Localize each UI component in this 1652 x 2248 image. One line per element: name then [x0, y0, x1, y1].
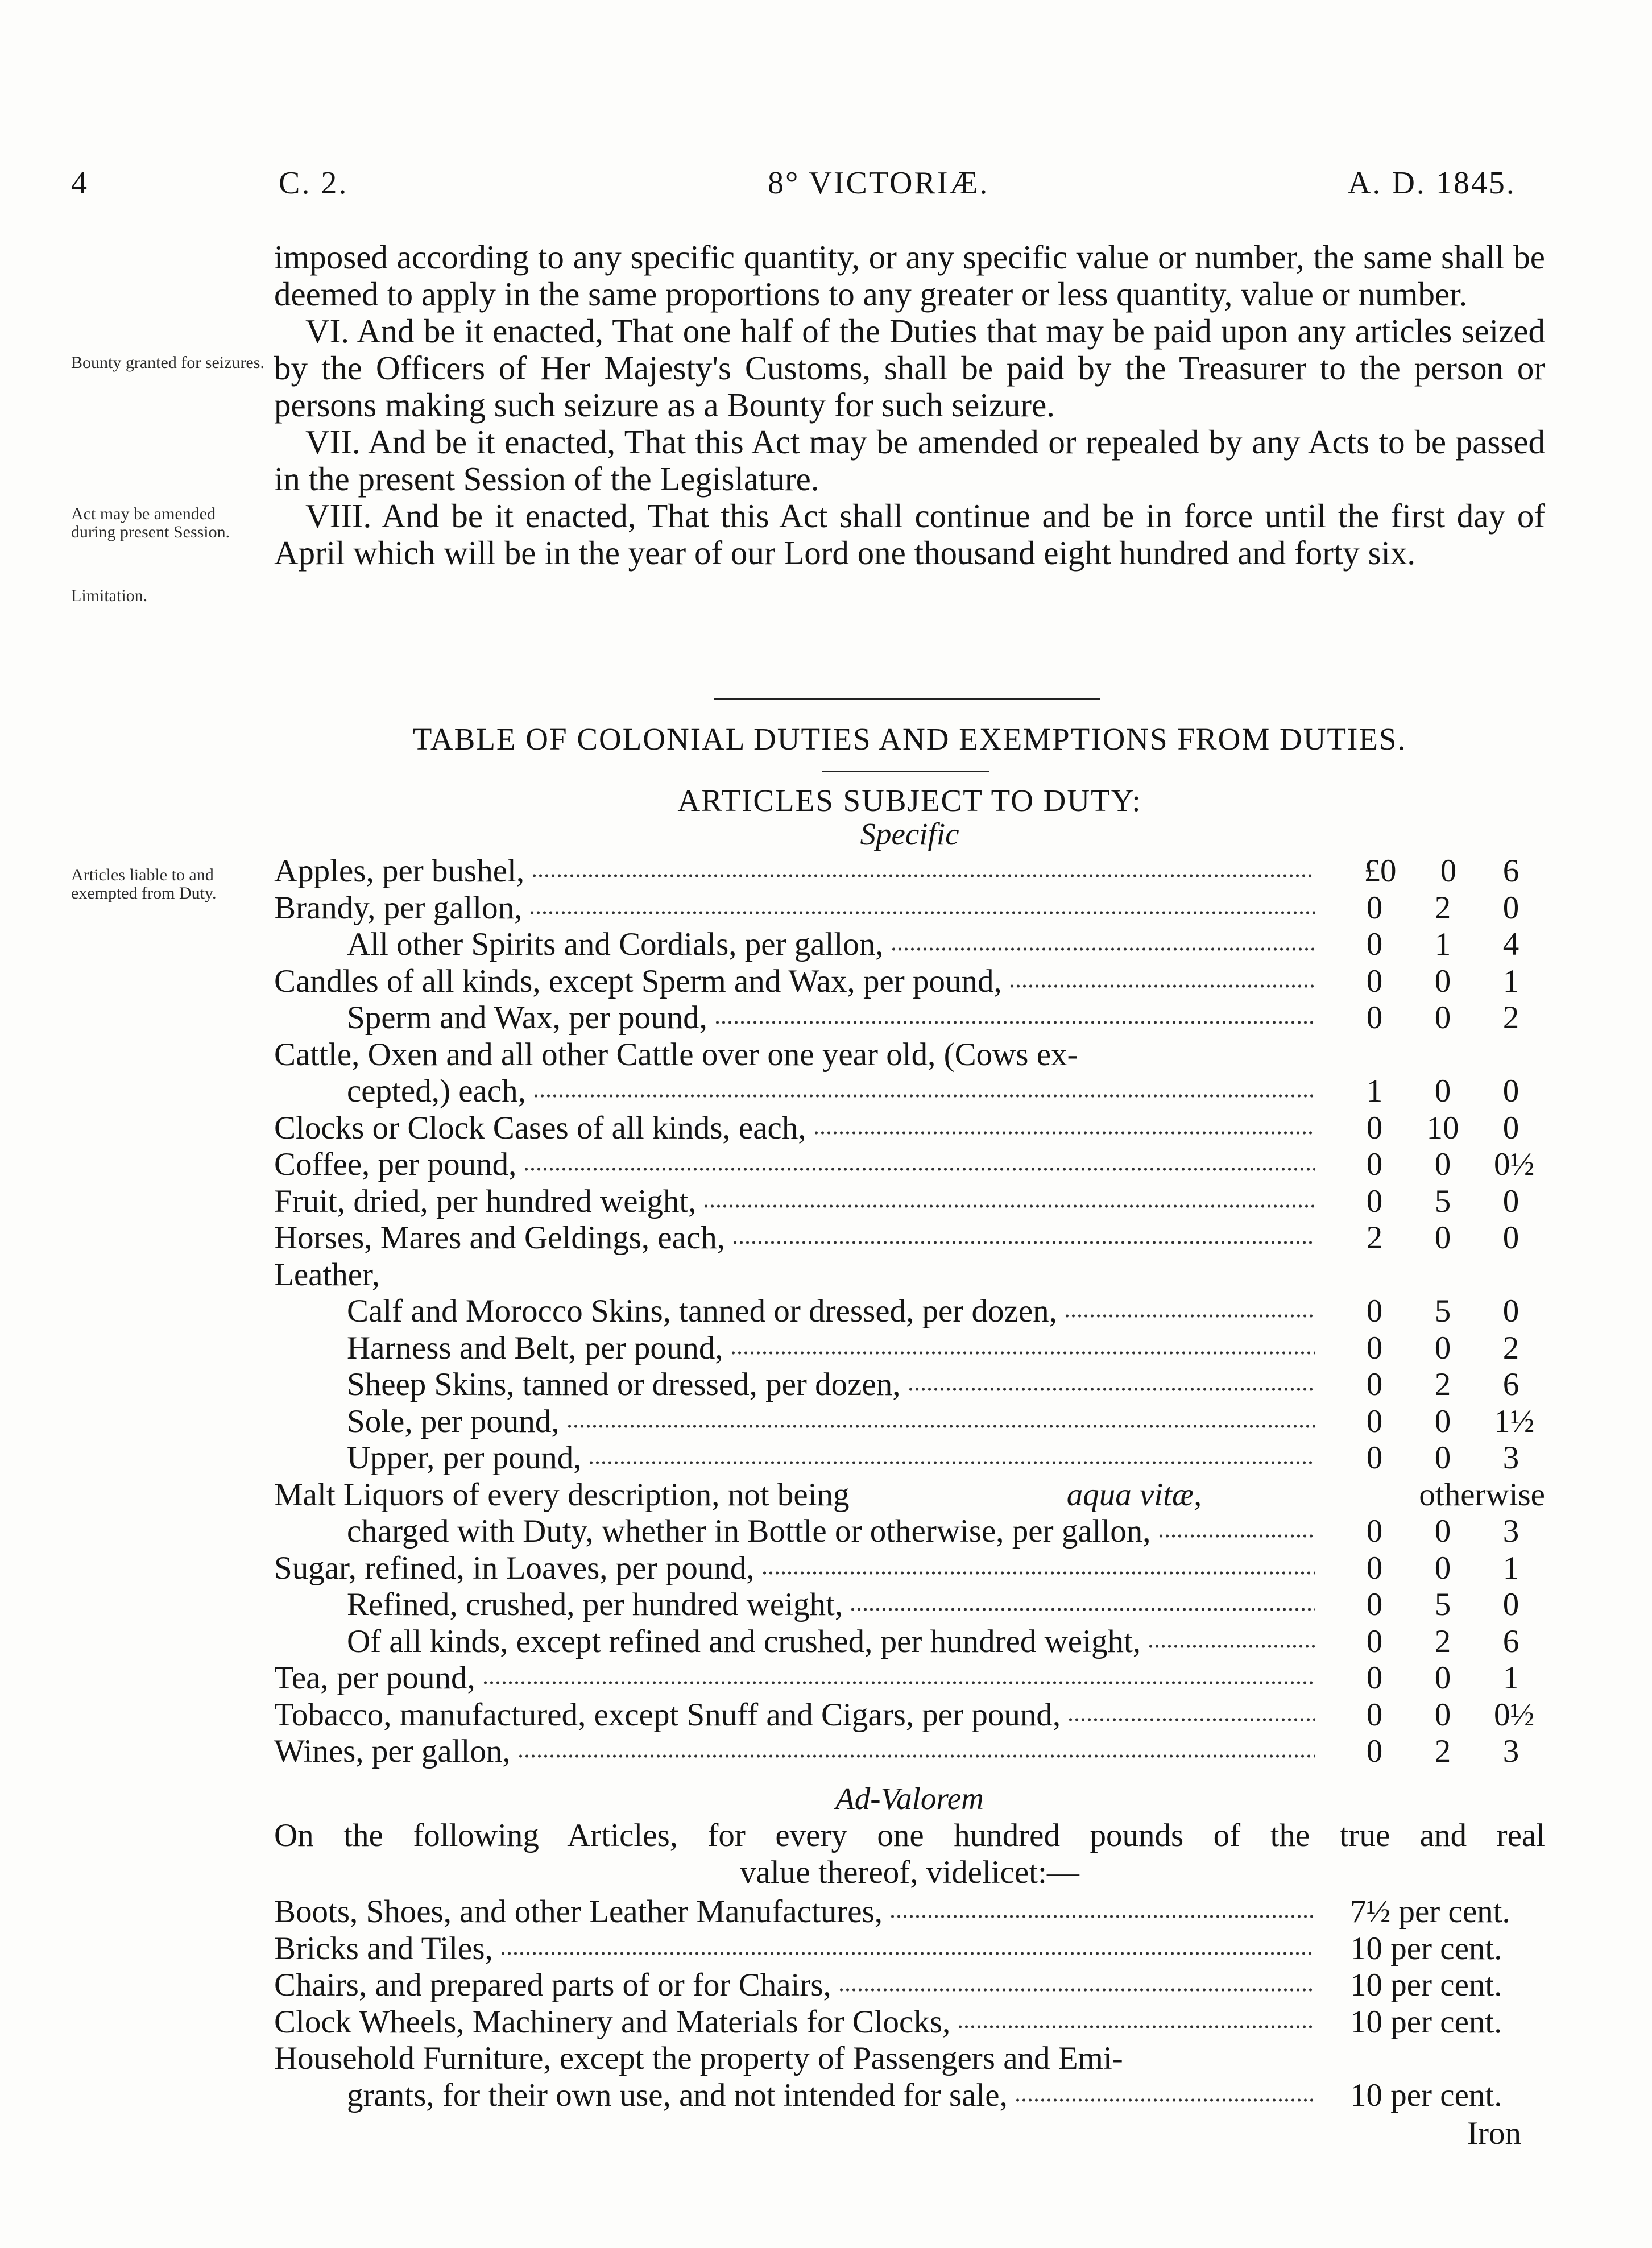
amount-pence: 4 [1502, 926, 1519, 962]
row-label [274, 1220, 725, 1257]
row-label [274, 1550, 755, 1587]
amount-pence: 1 [1502, 1550, 1519, 1586]
row-label-text: charged with Duty, whether in Bottle or otherwise, per gallon, [347, 1513, 1151, 1549]
title-divider [822, 771, 989, 772]
amount-shillings: 5 [1434, 1183, 1451, 1219]
ad-valorem-row [274, 2040, 1545, 2077]
duty-amount [1357, 1293, 1528, 1330]
amount-shillings: 0 [1440, 853, 1457, 889]
duty-amount [1357, 1403, 1535, 1440]
row-label [347, 1513, 1151, 1550]
leader-dots [1148, 1643, 1315, 1650]
row-label [347, 1293, 1057, 1330]
calendar-year: A. D. 1845. [1348, 165, 1516, 201]
amount-pounds: 1 [1366, 1073, 1383, 1109]
duty-row [274, 926, 1545, 963]
amount-shillings: 0 [1434, 1146, 1451, 1182]
row-label-text: Tobacco, manufactured, except Snuff and Cigars, per pound, [274, 1696, 1061, 1733]
duty-row [274, 1550, 1545, 1587]
amount-pence: 0½ [1494, 1696, 1535, 1733]
duty-amount [1357, 1330, 1528, 1367]
row-label [274, 1967, 831, 2004]
ad-valorem-row [274, 2077, 1545, 2114]
leader-dots [482, 1679, 1315, 1686]
duty-row [274, 1110, 1545, 1147]
amount-pence: 6 [1502, 853, 1519, 889]
row-label-text: All other Spirits and Cordials, per gallon, [347, 926, 884, 962]
amount-pounds: 0 [1366, 1550, 1383, 1586]
row-label-text: Refined, crushed, per hundred weight, [347, 1587, 843, 1622]
row-label [274, 890, 522, 927]
amount-pounds: 0 [1366, 1660, 1383, 1696]
row-label-text: Malt Liquors of every description, not being [274, 1476, 850, 1513]
duty-amount [1357, 1440, 1528, 1477]
row-label [274, 1660, 475, 1697]
amount-pence: 3 [1502, 1733, 1519, 1769]
row-label-text: Upper, per pound, [347, 1440, 582, 1476]
leader-dots [566, 1423, 1315, 1430]
margin-note-limitation: Limitation. [71, 586, 148, 605]
ad-valorem-row [274, 1967, 1545, 2004]
row-label-text: Household Furniture, except the property of Passengers and Emi- [274, 2040, 1123, 2076]
margin-note-articles: Articles liable to and exempted from Duty. [71, 866, 217, 902]
section-7: VII. And be it enacted, That this Act may be amended or repealed by any Acts to be passed in the present Session of the Legislature. [274, 423, 1545, 498]
leader-dots [703, 1203, 1315, 1210]
row-label [274, 1146, 516, 1183]
amount-pence: 1 [1502, 1660, 1519, 1696]
row-label-text: Clocks or Clock Cases of all kinds, each, [274, 1109, 806, 1146]
leader-dots [908, 1386, 1315, 1393]
row-label-text: Apples, per bushel, [274, 853, 525, 889]
amount-pounds: 0 [1366, 1587, 1383, 1622]
chapter-number: C. 2. [279, 165, 349, 201]
amount-pence: 3 [1502, 1440, 1519, 1476]
amount-pence: 0½ [1494, 1146, 1535, 1182]
page-number: 4 [71, 165, 89, 201]
amount-pence: 0 [1502, 1183, 1519, 1219]
amount-pounds: 0 [1366, 1623, 1383, 1659]
row-label-text: Clock Wheels, Machinery and Materials for Clocks, [274, 2003, 951, 2040]
rate-per-cent: 10 per cent. [1350, 1930, 1502, 1967]
rate-per-cent: 10 per cent. [1350, 2003, 1502, 2040]
row-label-text: Harness and Belt, per pound, [347, 1330, 723, 1366]
margin-note-amend: Act may be amended during present Session. [71, 504, 230, 541]
ad-valorem-heading: Ad-Valorem [835, 1781, 984, 1816]
row-label [274, 1183, 696, 1220]
duty-row [274, 1330, 1545, 1367]
duty-amount [1357, 1660, 1528, 1697]
duty-amount [1357, 1073, 1528, 1110]
row-label [347, 1330, 723, 1367]
amount-pence: 0 [1502, 1220, 1519, 1256]
leader-dots [1015, 2097, 1315, 2104]
amount-pence: 2 [1502, 1330, 1519, 1366]
rate-per-cent: 10 per cent. [1350, 2077, 1502, 2113]
row-label [274, 1110, 806, 1147]
leader-dots [588, 1459, 1315, 1466]
duty-row [274, 1220, 1545, 1257]
duty-amount [1357, 1220, 1528, 1257]
duty-amount [1357, 1367, 1528, 1404]
duty-row [274, 1587, 1545, 1624]
duty-amount [1357, 1110, 1528, 1147]
amount-pounds: £0 [1364, 853, 1397, 889]
row-label-text: Cattle, Oxen and all other Cattle over one year old, (Cows ex- [274, 1036, 1078, 1073]
row-label [347, 926, 884, 963]
regnal-year: 8° VICTORIÆ. [768, 165, 989, 201]
catchword: Iron [1467, 2115, 1521, 2151]
duty-row [274, 1257, 1545, 1294]
duty-amount [1357, 1513, 1528, 1550]
amount-shillings: 2 [1434, 1367, 1451, 1402]
row-label-text: Fruit, dried, per hundred weight, [274, 1183, 697, 1219]
amount-pounds: 0 [1366, 1440, 1383, 1476]
row-label-text: Bricks and Tiles, [274, 1930, 493, 1967]
amount-pounds: 0 [1366, 1330, 1383, 1366]
row-label [274, 1477, 1545, 1514]
duty-row [274, 1624, 1545, 1661]
amount-pounds: 0 [1366, 1513, 1383, 1549]
amount-shillings: 1 [1434, 926, 1451, 962]
row-label-italic: aqua vitæ, [1066, 1476, 1202, 1513]
duty-row [274, 1293, 1545, 1330]
duty-row [274, 1404, 1545, 1440]
amount-pounds: 2 [1366, 1220, 1383, 1256]
section-continuation: imposed according to any specific quantity, or any specific value or number, the same shall be deemed to apply in the same proportions to any greater or less quantity, value or number. [274, 238, 1545, 313]
duty-row [274, 1183, 1545, 1220]
leader-dots [531, 872, 1315, 879]
row-label [274, 1894, 883, 1931]
row-label [347, 1587, 843, 1624]
amount-pence: 0 [1502, 889, 1519, 926]
duty-row [274, 853, 1545, 890]
amount-pence: 2 [1502, 1000, 1519, 1036]
amount-pounds: 0 [1366, 1733, 1383, 1769]
row-label-text: Of all kinds, except refined and crushed, per hundred weight, [347, 1623, 1141, 1659]
margin-note-bounty: Bounty granted for seizures. [71, 353, 264, 372]
amount-pounds: 0 [1366, 1183, 1383, 1219]
amount-shillings: 0 [1434, 1000, 1451, 1036]
leader-dots [1158, 1533, 1315, 1539]
duty-amount [1357, 926, 1528, 963]
duty-row [274, 1037, 1545, 1074]
row-label-end: otherwise [1419, 1476, 1545, 1513]
row-label [347, 1000, 707, 1037]
ad-valorem-row [274, 1931, 1545, 1968]
duty-row [274, 1073, 1545, 1110]
leader-dots [533, 1092, 1315, 1099]
leader-dots [500, 1950, 1315, 1957]
row-label [274, 963, 1002, 1000]
duty-row [274, 1513, 1545, 1550]
row-label [347, 1367, 901, 1404]
amount-pounds: 0 [1366, 1000, 1383, 1036]
duty-amount [1357, 1733, 1528, 1770]
ad-valorem-table [274, 1894, 1545, 2114]
amount-pounds: 0 [1366, 1367, 1383, 1402]
leader-dots [761, 1570, 1315, 1576]
amount-pence: 3 [1502, 1513, 1519, 1549]
specific-heading: Specific [860, 817, 959, 851]
duty-amount [1357, 1146, 1535, 1183]
row-label-text: Sperm and Wax, per pound, [347, 1000, 707, 1036]
row-label [274, 1257, 380, 1294]
leader-dots [523, 1166, 1315, 1173]
amount-pence: 0 [1502, 1587, 1519, 1622]
ad-valorem-intro-line-2: value thereof, videlicet:— [740, 1854, 1079, 1890]
ad-valorem-row [274, 1894, 1545, 1931]
act-text [274, 239, 1545, 572]
duty-row [274, 1367, 1545, 1404]
specific-duties-table [274, 853, 1545, 1770]
amount-shillings: 0 [1434, 1403, 1451, 1439]
rate-per-cent: 7½ per cent. [1350, 1894, 1510, 1930]
duty-row [274, 1477, 1545, 1514]
amount-shillings: 0 [1434, 1660, 1451, 1696]
amount-shillings: 2 [1434, 1623, 1451, 1659]
row-label-text: Brandy, per gallon, [274, 889, 523, 926]
amount-pounds: 0 [1366, 926, 1383, 962]
row-label-text: Horses, Mares and Geldings, each, [274, 1220, 726, 1256]
duty-row [274, 1733, 1545, 1770]
amount-pounds: 0 [1366, 1109, 1383, 1146]
rate-per-cent: 10 per cent. [1350, 1967, 1502, 2003]
leader-dots [1064, 1313, 1315, 1319]
amount-pence: 6 [1502, 1367, 1519, 1402]
duty-amount [1357, 1587, 1528, 1624]
duty-amount [1357, 1696, 1535, 1734]
row-label-text: Chairs, and prepared parts of or for Chairs, [274, 1967, 831, 2003]
duty-amount [1357, 1183, 1528, 1220]
row-label [274, 2004, 950, 2041]
section-8: VIII. And be it enacted, That this Act shall continue and be in force until the first day of April which will be in the year of our Lord one thousand eight hundred and forty six. [274, 497, 1545, 572]
ad-valorem-row [274, 2004, 1545, 2041]
row-label [274, 1931, 493, 1968]
leader-dots [517, 1753, 1315, 1760]
amount-shillings: 0 [1434, 1440, 1451, 1476]
row-label [347, 1440, 581, 1477]
leader-dots [714, 1019, 1315, 1026]
amount-shillings: 0 [1434, 1330, 1451, 1366]
leader-dots [813, 1129, 1315, 1136]
row-label-text: Sole, per pound, [347, 1403, 560, 1439]
row-label-text: Coffee, per pound, [274, 1146, 517, 1182]
row-label-text: Candles of all kinds, except Sperm and Wax, per pound, [274, 963, 1002, 999]
duty-row [274, 1146, 1545, 1183]
leader-dots [529, 909, 1315, 916]
amount-pounds: 0 [1366, 889, 1383, 926]
row-label-text: cepted,) each, [347, 1073, 526, 1109]
duty-row [274, 1000, 1545, 1037]
duty-row [274, 1440, 1545, 1477]
amount-pounds: 0 [1366, 1293, 1383, 1329]
table-title: TABLE OF COLONIAL DUTIES AND EXEMPTIONS FROM DUTIES. [412, 722, 1407, 756]
amount-shillings: 5 [1434, 1587, 1451, 1622]
amount-pence: 6 [1502, 1623, 1519, 1659]
amount-shillings: 0 [1434, 1073, 1451, 1109]
duty-amount [1357, 1000, 1528, 1037]
amount-shillings: 0 [1434, 1550, 1451, 1586]
row-label [274, 2040, 1123, 2077]
amount-pence: 0 [1502, 1073, 1519, 1109]
amount-pounds: 0 [1366, 963, 1383, 999]
duty-row [274, 1697, 1545, 1734]
leader-dots [850, 1606, 1315, 1613]
row-label [347, 1404, 560, 1440]
leader-dots [957, 2023, 1315, 2030]
row-label [347, 2077, 1008, 2114]
amount-shillings: 5 [1434, 1293, 1451, 1329]
row-label [274, 853, 524, 890]
amount-pence: 1½ [1494, 1403, 1535, 1439]
duty-amount [1357, 963, 1528, 1000]
leader-dots [730, 1349, 1315, 1356]
leader-dots [732, 1239, 1315, 1246]
row-label [274, 1037, 1078, 1074]
row-label [347, 1073, 526, 1110]
duty-row [274, 890, 1545, 927]
amount-shillings: 2 [1434, 889, 1451, 926]
subject-heading: ARTICLES SUBJECT TO DUTY: [677, 783, 1142, 818]
row-label-text: Sugar, refined, in Loaves, per pound, [274, 1550, 755, 1586]
leader-dots [1009, 983, 1315, 990]
duty-amount [1357, 890, 1528, 927]
amount-shillings: 0 [1434, 1696, 1451, 1733]
row-label-text: Boots, Shoes, and other Leather Manufactures, [274, 1894, 883, 1930]
leader-dots [1067, 1716, 1315, 1723]
row-label [347, 1624, 1141, 1661]
duty-row [274, 1660, 1545, 1697]
row-label-text: Wines, per gallon, [274, 1733, 511, 1769]
amount-shillings: 10 [1426, 1109, 1459, 1146]
row-label [274, 1733, 511, 1770]
duty-amount [1357, 1550, 1528, 1587]
section-divider [714, 698, 1100, 700]
row-label-text: grants, for their own use, and not intended for sale, [347, 2077, 1008, 2113]
amount-shillings: 0 [1434, 963, 1451, 999]
leader-dots [838, 1986, 1315, 1993]
row-label-text: Calf and Morocco Skins, tanned or dressed, per dozen, [347, 1293, 1057, 1329]
leader-dots [889, 1913, 1315, 1920]
amount-pence: 0 [1502, 1109, 1519, 1146]
amount-pounds: 0 [1366, 1146, 1383, 1182]
row-label-text: Leather, [274, 1256, 380, 1293]
row-label-text: Tea, per pound, [274, 1660, 475, 1696]
row-label [274, 1697, 1061, 1734]
amount-shillings: 0 [1434, 1220, 1451, 1256]
duty-row [274, 963, 1545, 1000]
ad-valorem-intro [274, 1817, 1545, 1891]
amount-pounds: 0 [1366, 1696, 1383, 1733]
amount-pence: 0 [1502, 1293, 1519, 1329]
duty-amount [1357, 853, 1528, 890]
row-label-text: Sheep Skins, tanned or dressed, per dozen, [347, 1367, 901, 1402]
duty-amount [1357, 1624, 1528, 1661]
amount-shillings: 0 [1434, 1513, 1451, 1549]
amount-pounds: 0 [1366, 1403, 1383, 1439]
amount-shillings: 2 [1434, 1733, 1451, 1769]
section-6: VI. And be it enacted, That one half of the Duties that may be paid upon any articles seized by the Officers of Her Majesty's Customs, shall be paid by the Treasurer to the person or persons making such seizure as a Bounty for such seizure. [274, 312, 1545, 424]
leader-dots [891, 946, 1315, 953]
amount-pence: 1 [1502, 963, 1519, 999]
ad-valorem-intro-line-1: On the following Articles, for every one hundred pounds of the true and real [274, 1818, 1545, 1853]
